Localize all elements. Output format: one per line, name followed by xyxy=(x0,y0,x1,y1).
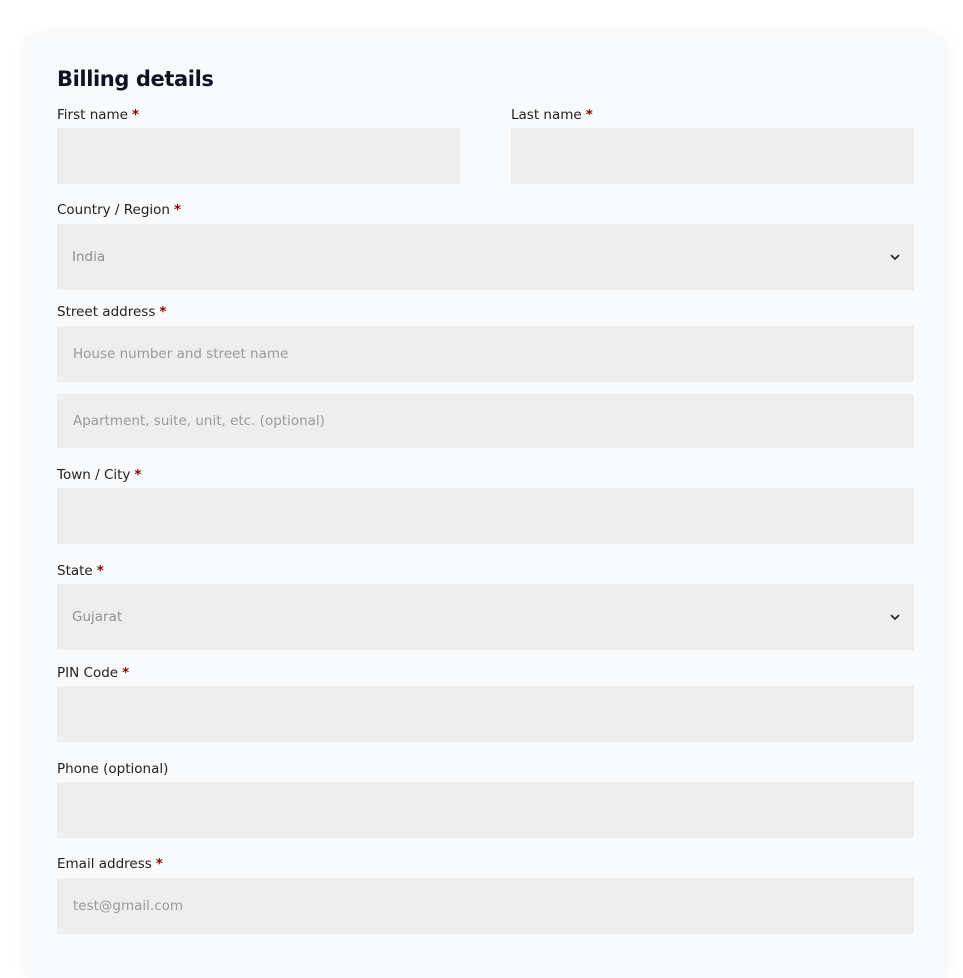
required-asterisk: * xyxy=(585,107,593,123)
required-asterisk: * xyxy=(159,304,167,320)
phone-input[interactable] xyxy=(57,782,914,838)
country-selected-value: India xyxy=(72,249,106,265)
street-address-line1-input[interactable] xyxy=(57,326,914,382)
email-label-text: Email address xyxy=(57,856,152,872)
required-asterisk: * xyxy=(134,467,142,483)
email-label xyxy=(57,855,163,873)
country-select[interactable] xyxy=(57,224,914,290)
phone-label-text: Phone (optional) xyxy=(57,761,169,777)
pin-code-label-text: PIN Code xyxy=(57,665,119,681)
required-asterisk: * xyxy=(122,665,130,681)
required-asterisk: * xyxy=(96,563,104,579)
street-address-line2-input[interactable] xyxy=(57,394,914,448)
first-name-label-text: First name xyxy=(57,107,128,123)
phone-label xyxy=(57,760,168,778)
state-label xyxy=(57,562,104,580)
state-label-text: State xyxy=(57,563,93,579)
city-label-text: Town / City xyxy=(57,467,131,483)
country-label-text: Country / Region xyxy=(57,202,170,218)
pin-code-label xyxy=(57,664,129,682)
state-select[interactable] xyxy=(57,584,914,650)
pin-code-input[interactable] xyxy=(57,686,914,742)
last-name-input[interactable] xyxy=(511,128,914,184)
form-title: Billing details xyxy=(57,67,214,91)
state-selected-value: Gujarat xyxy=(72,609,123,625)
required-asterisk: * xyxy=(173,202,182,218)
last-name-label-text: Last name xyxy=(511,107,582,123)
city-label xyxy=(57,466,141,484)
street-address-label xyxy=(57,303,166,321)
first-name-input[interactable] xyxy=(57,128,460,184)
chevron-down-icon xyxy=(889,251,901,263)
city-input[interactable] xyxy=(57,488,914,544)
required-asterisk: * xyxy=(155,856,163,872)
first-name-label xyxy=(57,106,139,124)
required-asterisk: * xyxy=(132,107,140,123)
country-label xyxy=(57,201,181,219)
last-name-label xyxy=(511,106,593,124)
chevron-down-icon xyxy=(889,611,901,623)
email-input[interactable] xyxy=(57,878,914,934)
street-address-label-text: Street address xyxy=(57,304,156,320)
